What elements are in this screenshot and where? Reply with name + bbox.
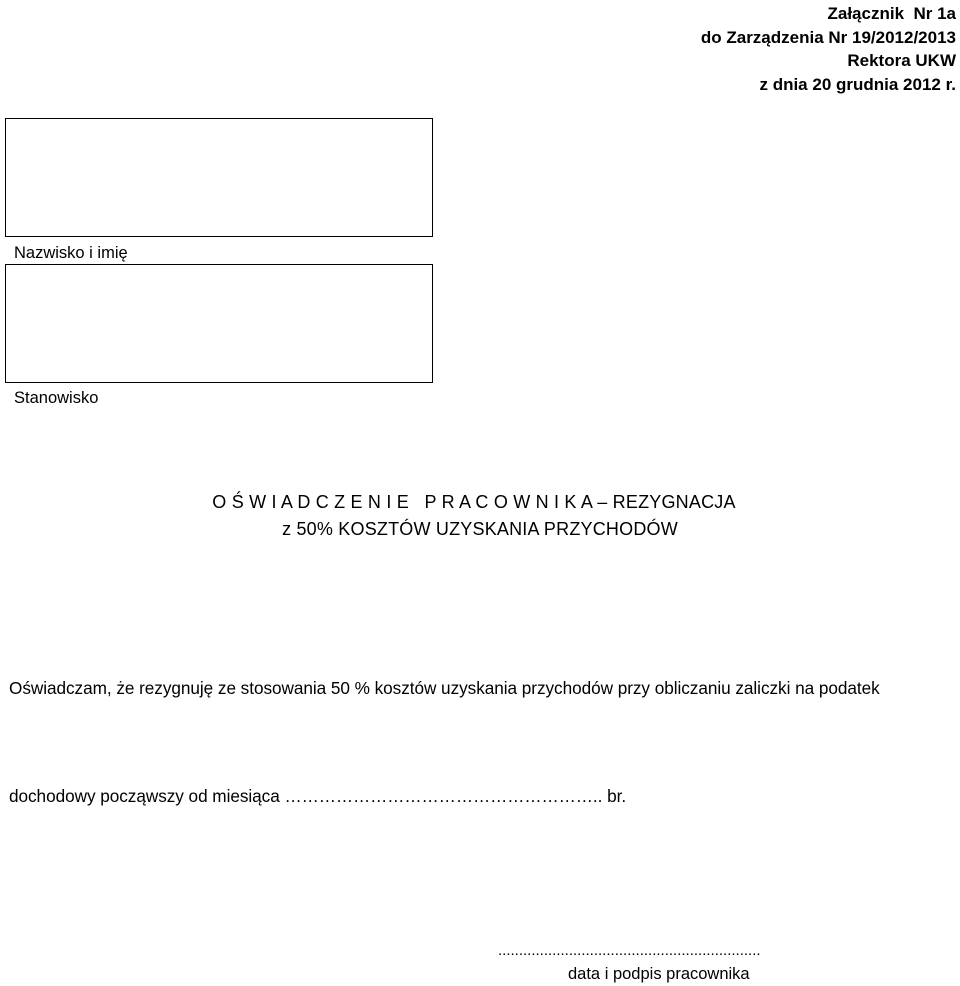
attachment-number: Załącznik Nr 1a: [827, 4, 956, 23]
name-field-label: Nazwisko i imię: [14, 244, 128, 262]
name-field-box[interactable]: [5, 118, 433, 237]
declaration-title: O Ś W I A D C Z E N I E P R A C O W N I K A – REZYGNACJA: [212, 492, 736, 512]
regulation-date: z dnia 20 grudnia 2012 r.: [759, 74, 956, 94]
issuer: Rektora UKW: [847, 51, 956, 70]
position-field-box[interactable]: [5, 264, 433, 383]
position-field-label: Stanowisko: [14, 389, 99, 407]
regulation-reference: do Zarządzenia Nr 19/2012/2013: [700, 27, 956, 47]
declaration-subtitle: z 50% KOSZTÓW UZYSKANIA PRZYCHODÓW: [282, 519, 678, 539]
declaration-text-line2: dochodowy począwszy od miesiąca ……………………………………………….. br.: [9, 786, 627, 806]
signature-label: data i podpis pracownika: [568, 965, 750, 983]
signature-line: ...............................................................: [498, 942, 761, 959]
attachment-header: [701, 2, 956, 96]
declaration-text-line1: Oświadczam, że rezygnuję ze stosowania 50 % kosztów uzyskania przychodów przy obliczaniu zaliczki na podatek: [9, 678, 880, 698]
